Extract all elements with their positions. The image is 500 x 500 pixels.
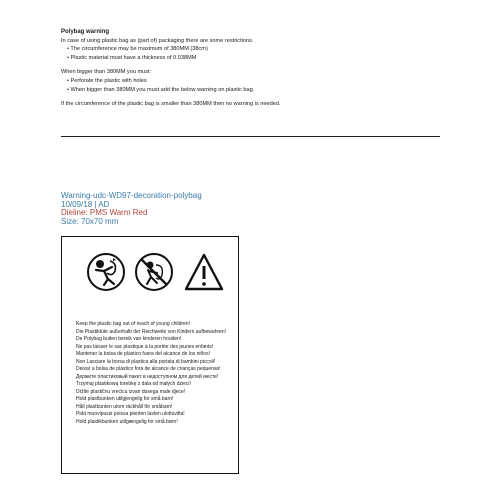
warning-line: De Polybag buiten bereik van kinderen houden! xyxy=(76,336,182,342)
label-name: Warning-udc-WD97-decoration-polybag xyxy=(61,191,202,200)
warning-line: Držite plastičnu vrećicu izvan dosega male djece! xyxy=(76,388,186,395)
no-children-icon xyxy=(134,251,174,295)
warning-line: Deixar a bolsa de plástico fora de alcance de crianças pequenas! xyxy=(76,366,221,372)
warning-line: Pidä muovipussi poissa pienten lasten ulottuvilta! xyxy=(76,411,185,417)
warning-line: Hold plastikbunken utilgængelig for små børn! xyxy=(76,418,178,425)
warning-line: Держите пластиковый пакет в недоступном для детей месте! xyxy=(76,373,219,380)
instructions-note: If the circumference of the plastic bag is smaller than 380MM then no warning is needed. xyxy=(61,101,281,108)
warning-line: Non Lasciare la borsa di plastica alla portata di bambini piccoli! xyxy=(76,358,216,365)
warning-line: Mantener la bolsa de plástico fuera del alcance de los niños! xyxy=(76,351,210,357)
instructions-title: Polybag warning xyxy=(61,29,110,35)
section-divider xyxy=(61,136,440,137)
warning-triangle-icon xyxy=(184,251,224,295)
when-bigger-heading: When bigger than 380MM you must: xyxy=(61,69,152,76)
restriction-item: • Plastic material must have a thickness of 0.038MM xyxy=(67,54,197,61)
warning-line: Keep the plastic bag out of reach of young children! xyxy=(76,321,190,327)
warning-line: Håll plastbunten utom räckhåll för småbarn! xyxy=(76,403,173,410)
label-dieline: Dieline: PMS Warm Red xyxy=(61,208,148,218)
warning-line: Trzymaj plastikową torebkę z dala od małych dzieci! xyxy=(76,381,191,387)
polybag-instructions xyxy=(61,28,461,109)
restriction-item: • The circumference may be maximum of 380MM (38cm) xyxy=(67,46,208,53)
warning-line: Ne pas laisser le sac plastique à la portée des jeunes enfants! xyxy=(76,343,214,350)
warning-icons xyxy=(62,251,238,295)
label-date: 10/09/18 | AD xyxy=(61,199,110,209)
child-suffocation-icon xyxy=(86,251,126,295)
must-item: • Perforate the plastic with holes xyxy=(67,77,147,84)
warning-line: Die Plastiktüte außerhalb der Reichweite von Kindern aufbewahren! xyxy=(76,328,227,335)
warning-line: Hold plastbunken utilgjengelig for små barn! xyxy=(76,396,174,402)
multilingual-warnings xyxy=(76,321,236,426)
instructions-intro: In case of using plastic bag as (part of) packaging there are some restrictions. xyxy=(61,37,254,44)
label-header xyxy=(61,192,202,226)
label-size: Size: 70x70 mm xyxy=(61,216,119,226)
must-item: • When bigger than 380MM you must add the below warning on plastic bag. xyxy=(67,86,255,93)
warning-label-box xyxy=(61,236,239,474)
